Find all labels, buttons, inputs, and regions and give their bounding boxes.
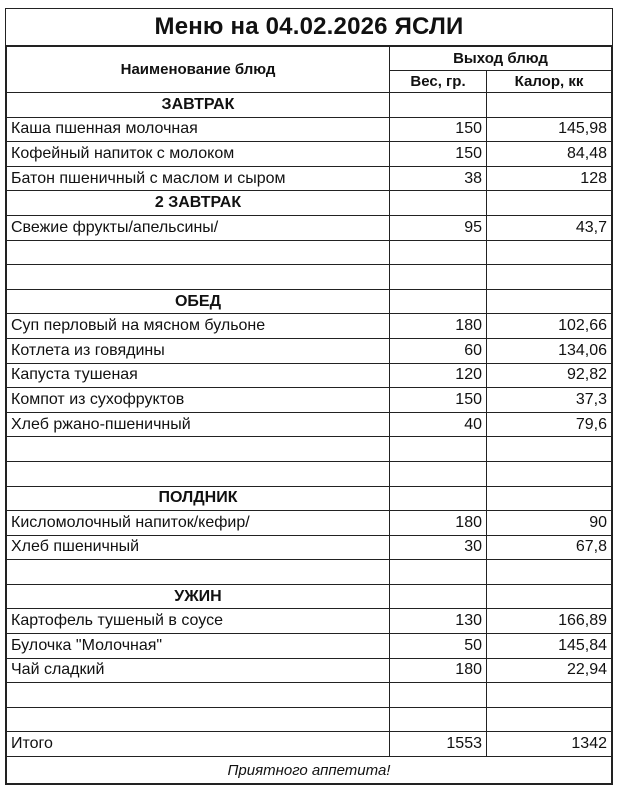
section-row [7, 289, 612, 314]
dish-calories [487, 289, 612, 314]
dish-weight [390, 461, 487, 486]
section-row [7, 486, 612, 511]
dish-weight: 180 [390, 511, 487, 536]
dish-calories: 90 [487, 511, 612, 536]
menu-item-row [7, 117, 612, 142]
dish-weight: 30 [390, 535, 487, 560]
dish-name: Каша пшенная молочная [7, 117, 390, 142]
dish-name: Итого [7, 732, 390, 757]
dish-weight: 130 [390, 609, 487, 634]
dish-calories: 145,84 [487, 634, 612, 659]
dish-weight [390, 93, 487, 118]
dish-weight: 150 [390, 142, 487, 167]
dish-name [7, 683, 390, 708]
header-output: Выход блюд [390, 47, 612, 71]
dish-weight [390, 265, 487, 290]
dish-name: Булочка "Молочная" [7, 634, 390, 659]
dish-calories: 128 [487, 166, 612, 191]
header-calories: Калор, кк [487, 71, 612, 93]
dish-weight [390, 486, 487, 511]
dish-calories: 37,3 [487, 388, 612, 413]
dish-weight: 38 [390, 166, 487, 191]
dish-calories: 22,94 [487, 658, 612, 683]
dish-weight [390, 683, 487, 708]
dish-calories [487, 240, 612, 265]
menu-item-row [7, 215, 612, 240]
dish-weight [390, 560, 487, 585]
menu-item-row [7, 166, 612, 191]
menu-sheet [5, 8, 613, 785]
empty-row [7, 683, 612, 708]
menu-item-row [7, 609, 612, 634]
dish-calories: 145,98 [487, 117, 612, 142]
dish-weight [390, 191, 487, 216]
dish-name: Чай сладкий [7, 658, 390, 683]
dish-name [7, 240, 390, 265]
menu-table [6, 46, 612, 784]
dish-name: Картофель тушеный в соусе [7, 609, 390, 634]
section-title: ПОЛДНИК [7, 486, 390, 511]
dish-calories [487, 707, 612, 732]
menu-item-row [7, 535, 612, 560]
dish-name: Кофейный напиток с молоком [7, 142, 390, 167]
dish-name: Батон пшеничный с маслом и сыром [7, 166, 390, 191]
dish-calories [487, 683, 612, 708]
section-row [7, 584, 612, 609]
dish-weight: 60 [390, 338, 487, 363]
menu-item-row [7, 363, 612, 388]
dish-weight: 50 [390, 634, 487, 659]
empty-row [7, 560, 612, 585]
dish-calories: 84,48 [487, 142, 612, 167]
dish-name [7, 265, 390, 290]
empty-row [7, 461, 612, 486]
dish-name: Свежие фрукты/апельсины/ [7, 215, 390, 240]
dish-name [7, 461, 390, 486]
empty-row [7, 707, 612, 732]
menu-title: Меню на 04.02.2026 ЯСЛИ [6, 9, 612, 46]
dish-name: Хлеб ржано-пшеничный [7, 412, 390, 437]
dish-name: Хлеб пшеничный [7, 535, 390, 560]
section-title: ОБЕД [7, 289, 390, 314]
dish-name: Кисломолочный напиток/кефир/ [7, 511, 390, 536]
dish-weight: 180 [390, 314, 487, 339]
section-row [7, 191, 612, 216]
dish-calories: 1342 [487, 732, 612, 757]
menu-item-row [7, 388, 612, 413]
dish-calories: 102,66 [487, 314, 612, 339]
dish-calories [487, 265, 612, 290]
empty-row [7, 240, 612, 265]
menu-item-row [7, 511, 612, 536]
dish-calories: 43,7 [487, 215, 612, 240]
dish-calories [487, 560, 612, 585]
dish-weight [390, 707, 487, 732]
dish-calories [487, 486, 612, 511]
dish-weight [390, 584, 487, 609]
dish-weight: 40 [390, 412, 487, 437]
total-row [7, 732, 612, 757]
section-title: ЗАВТРАК [7, 93, 390, 118]
dish-calories: 166,89 [487, 609, 612, 634]
dish-name: Суп перловый на мясном бульоне [7, 314, 390, 339]
dish-weight: 150 [390, 388, 487, 413]
dish-calories [487, 584, 612, 609]
dish-name: Капуста тушеная [7, 363, 390, 388]
dish-weight: 150 [390, 117, 487, 142]
menu-item-row [7, 338, 612, 363]
menu-item-row [7, 412, 612, 437]
empty-row [7, 265, 612, 290]
dish-name: Котлета из говядины [7, 338, 390, 363]
dish-calories: 79,6 [487, 412, 612, 437]
dish-calories [487, 93, 612, 118]
header-dish-name: Наименование блюд [7, 47, 390, 93]
dish-weight [390, 240, 487, 265]
dish-weight [390, 289, 487, 314]
dish-calories: 92,82 [487, 363, 612, 388]
dish-name [7, 437, 390, 462]
section-row [7, 93, 612, 118]
menu-item-row [7, 634, 612, 659]
dish-calories: 67,8 [487, 535, 612, 560]
dish-name [7, 560, 390, 585]
dish-weight [390, 437, 487, 462]
header-weight: Вес, гр. [390, 71, 487, 93]
menu-item-row [7, 142, 612, 167]
dish-weight: 120 [390, 363, 487, 388]
dish-weight: 95 [390, 215, 487, 240]
dish-calories [487, 437, 612, 462]
dish-weight: 1553 [390, 732, 487, 757]
section-title: 2 ЗАВТРАК [7, 191, 390, 216]
dish-name [7, 707, 390, 732]
menu-rows [7, 93, 612, 757]
section-title: УЖИН [7, 584, 390, 609]
dish-calories: 134,06 [487, 338, 612, 363]
dish-name: Компот из сухофруктов [7, 388, 390, 413]
menu-item-row [7, 314, 612, 339]
dish-calories [487, 461, 612, 486]
footer-wish: Приятного аппетита! [7, 757, 612, 784]
empty-row [7, 437, 612, 462]
menu-item-row [7, 658, 612, 683]
dish-calories [487, 191, 612, 216]
dish-weight: 180 [390, 658, 487, 683]
